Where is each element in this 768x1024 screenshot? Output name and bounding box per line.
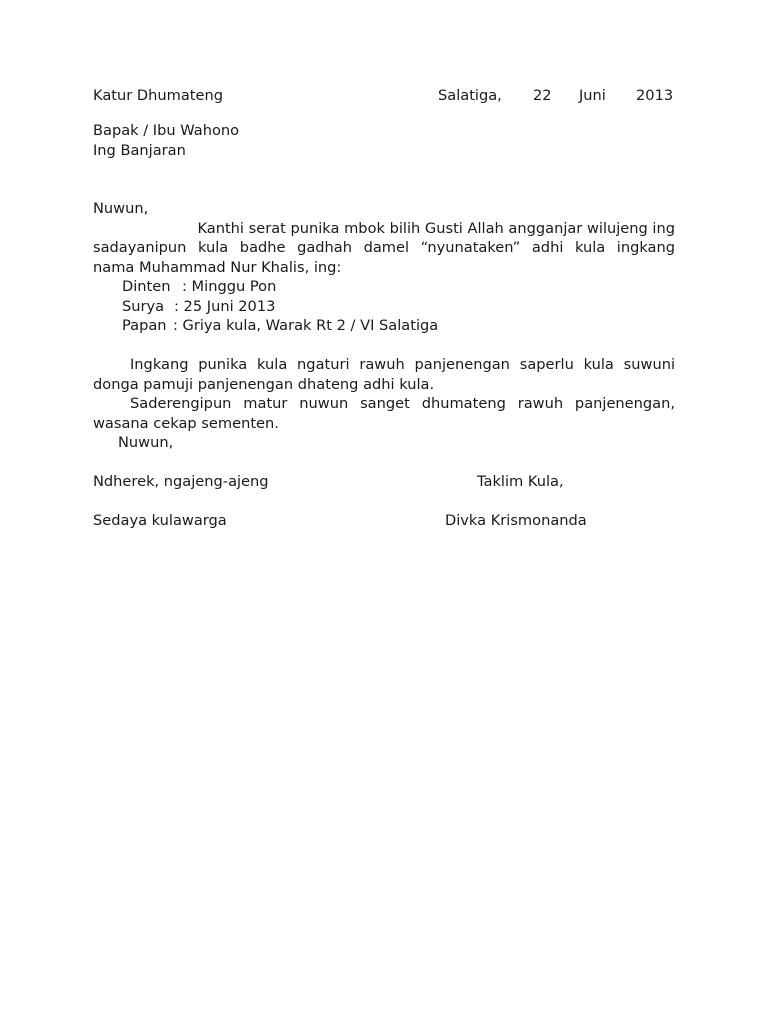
recipient-label: Katur Dhumateng [93, 87, 223, 104]
greeting: Nuwun, [93, 200, 149, 217]
letter-year: 2013 [636, 87, 674, 104]
detail-label-place: Papan [122, 317, 167, 334]
body-para1-line-2: donga pamuji panjenengan dhateng adhi kula. [93, 376, 435, 393]
letter-month: Juni [579, 87, 606, 104]
body-para1-line-1: Ingkang punika kula ngaturi rawuh panjenengan saperlu kula suwuni [130, 356, 675, 373]
detail-label-date: Surya [122, 298, 165, 315]
addressee-place: Ing Banjaran [93, 142, 186, 159]
signature-left-name: Sedaya kulawarga [93, 512, 227, 529]
signature-left-title: Ndherek, ngajeng-ajeng [93, 473, 269, 490]
detail-value-date: : 25 Juni 2013 [174, 298, 276, 315]
letter-city: Salatiga, [438, 87, 502, 104]
detail-value-place: : Griya kula, Warak Rt 2 / VI Salatiga [173, 317, 439, 334]
intro-line-3: nama Muhammad Nur Khalis, ing: [93, 259, 342, 276]
detail-label-day: Dinten [122, 278, 171, 295]
detail-value-day: : Minggu Pon [182, 278, 277, 295]
signature-right-title: Taklim Kula, [477, 473, 564, 490]
body-para2-line-2: wasana cekap sementen. [93, 415, 279, 432]
addressee-name: Bapak / Ibu Wahono [93, 122, 240, 139]
body-para2-line-1: Saderengipun matur nuwun sanget dhumateng rawuh panjenengan, [130, 395, 675, 412]
letter-day: 22 [533, 87, 552, 104]
closing: Nuwun, [118, 434, 174, 451]
signature-right-name: Divka Krismonanda [445, 512, 587, 529]
intro-line-1: Kanthi serat punika mbok bilih Gusti Allah angganjar wilujeng ing [197, 220, 675, 237]
intro-line-2: sadayanipun kula badhe gadhah damel “nyunataken” adhi kula ingkang [93, 239, 675, 256]
